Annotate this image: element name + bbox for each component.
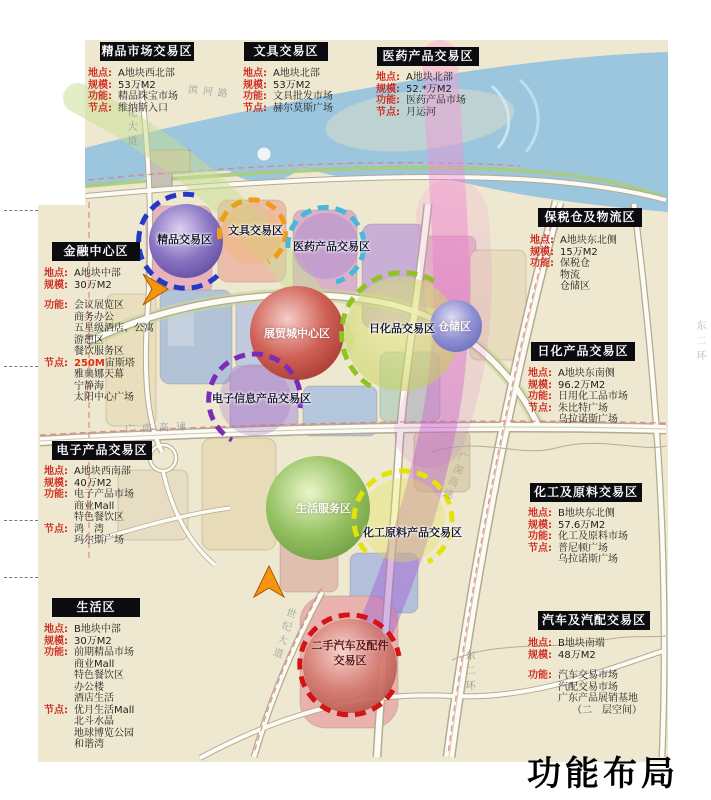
field-label: 节点: — [44, 704, 68, 716]
field-value: 仓储区 — [560, 281, 590, 292]
zone-label-auto-line2: 交易区 — [333, 654, 367, 667]
field-value: 日用化工品市场 — [558, 391, 628, 402]
field-value: 游憩区 — [74, 334, 104, 346]
field-value: A地块东南侧 — [558, 368, 615, 379]
field-value: 化工及原料市场 — [558, 531, 628, 542]
field-label: 功能: — [528, 531, 552, 542]
field-value: B地块南端 — [558, 638, 605, 649]
field-value: 酒店生活 — [74, 693, 114, 704]
field-label: 节点: — [528, 542, 552, 554]
field-label: 地点: — [88, 68, 112, 79]
anno-body-boutique — [88, 68, 178, 114]
field-value: 文具批发市场 — [273, 91, 333, 102]
field-label: 规模: — [376, 83, 400, 95]
anno-title-boutique: 精品市场交易区 — [100, 42, 194, 61]
field-value: 和谐湾 — [74, 739, 104, 750]
field-value: 电子产品市场 — [74, 489, 134, 500]
field-label: 地点: — [44, 466, 68, 477]
zone-label-warehouse: 仓储区 — [438, 320, 471, 333]
road-label-guangnan: 广南高速 — [124, 421, 194, 436]
field-value: 前期精品市场 — [74, 647, 134, 658]
field-label: 规模: — [530, 246, 554, 258]
field-value: A地块东北侧 — [560, 235, 617, 246]
field-value: 53万M2 — [118, 79, 156, 91]
height-highlight: 250M — [74, 357, 105, 369]
field-value: 30万M2 — [74, 279, 112, 291]
field-label: 功能: — [376, 95, 400, 106]
anno-title-bonded: 保税仓及物流区 — [538, 208, 642, 227]
section-mark — [4, 366, 38, 367]
field-value: 鸿 湾 — [74, 523, 104, 535]
anno-body-bonded — [530, 235, 617, 293]
field-label: 规模: — [44, 477, 68, 489]
field-label: 功能: — [88, 91, 112, 102]
field-value: 保税仓 — [560, 258, 590, 269]
field-value: 特色餐饮区 — [74, 512, 124, 523]
field-label: 功能: — [530, 258, 554, 269]
field-label: 规模: — [528, 519, 552, 531]
field-value: 53万M2 — [273, 79, 311, 91]
field-label: 节点: — [88, 102, 112, 114]
zone-label-auto — [302, 638, 398, 668]
field-label: 地点: — [376, 72, 400, 83]
field-label: 节点: — [44, 357, 68, 369]
anno-title-auto: 汽车及汽配交易区 — [538, 611, 650, 630]
field-label: 功能: — [44, 489, 68, 500]
field-label: 地点: — [44, 268, 68, 279]
field-value: 优月生活Mall — [74, 704, 135, 716]
field-value: 商务办公 — [74, 311, 114, 323]
road-label-dongerhuan-east: 东二环 — [694, 320, 705, 365]
field-label: 规模: — [528, 379, 552, 391]
anno-body-chem-raw — [528, 508, 628, 566]
zone-label-daily-chem: 日化品交易区 — [369, 322, 435, 335]
anno-body-auto — [528, 638, 642, 716]
road-label-shiji: 世纪大道 — [268, 605, 297, 663]
anno-body-stationery — [243, 68, 333, 114]
anno-title-living: 生活区 — [52, 598, 140, 617]
anno-body-electronics — [44, 466, 134, 547]
zone-label-center: 展贸城中心区 — [264, 327, 330, 340]
field-value: 办公楼 — [74, 681, 104, 693]
field-label: 地点: — [44, 624, 68, 635]
field-label: 节点: — [376, 106, 400, 118]
road-label-guangshen: 广深高速 — [438, 449, 469, 503]
field-value: 雅典娜天幕 — [74, 369, 124, 380]
field-value: 52.*万M2 — [406, 83, 452, 95]
field-value: 玛尔斯广场 — [74, 535, 124, 546]
field-value — [74, 358, 135, 370]
field-value: 40万M2 — [74, 477, 112, 489]
road-label-huadadao: 化大道 — [125, 107, 136, 149]
zone-label-stationery: 文具交易区 — [228, 224, 283, 237]
field-value: 15万M2 — [560, 246, 598, 258]
anno-title-stationery: 文具交易区 — [244, 42, 328, 61]
section-mark — [4, 577, 38, 578]
field-value: 30万M2 — [74, 635, 112, 647]
zone-label-boutique: 精品交易区 — [157, 233, 212, 246]
field-value: A地块中部 — [74, 268, 121, 279]
field-value: 宁静海 — [74, 380, 104, 392]
field-value: 五星级酒店、公寓 — [74, 323, 154, 334]
field-value: A地块北部 — [273, 68, 320, 79]
field-label: 地点: — [528, 638, 552, 649]
field-value: 物流 — [560, 269, 580, 281]
field-value: 普尼顿广场 — [558, 542, 608, 554]
anno-title-chem-raw: 化工及原料交易区 — [530, 483, 642, 502]
field-value: 维纳斯入口 — [118, 102, 168, 114]
anno-title-finance: 金融中心区 — [52, 242, 140, 261]
field-value: 96.2万M2 — [558, 379, 606, 391]
field-label: 节点: — [44, 523, 68, 535]
zone-label-auto-line1: 二手汽车及配件 — [311, 639, 389, 652]
field-label: 功能: — [528, 391, 552, 402]
field-value: （二 层空间） — [572, 704, 642, 716]
zone-label-chem-raw: 化工原料产品交易区 — [363, 526, 462, 539]
anno-title-electronics: 电子产品交易区 — [52, 441, 152, 460]
anno-body-daily-chem — [528, 368, 628, 426]
anno-body-finance — [44, 268, 154, 404]
field-label: 规模: — [528, 649, 552, 661]
field-value: 太阳中心广场 — [74, 392, 134, 403]
field-value: A地块北部 — [406, 72, 453, 83]
field-value: 乌拉诺斯广场 — [558, 414, 618, 425]
field-label: 功能: — [243, 91, 267, 102]
anno-title-daily-chem: 日化产品交易区 — [531, 342, 635, 361]
field-value: 48万M2 — [558, 649, 596, 661]
zone-label-living: 生活服务区 — [296, 502, 351, 515]
field-value: A地块西南部 — [74, 466, 131, 477]
zone-label-electronics: 电子信息产品交易区 — [212, 392, 311, 405]
road-label-binhe: 滨河路 — [187, 84, 234, 101]
zone-label-pharma: 医药产品交易区 — [293, 240, 370, 253]
field-label: 地点: — [530, 235, 554, 246]
field-value: B地块东北侧 — [558, 508, 615, 519]
field-value: B地块中部 — [74, 624, 121, 635]
field-value: 地球博览公园 — [74, 727, 134, 739]
anno-body-living — [44, 624, 134, 751]
section-mark — [4, 520, 38, 521]
field-label: 地点: — [528, 508, 552, 519]
field-value: 汽车交易市场 — [558, 670, 618, 681]
field-label: 功能: — [44, 300, 68, 311]
field-label: 规模: — [243, 79, 267, 91]
field-value: 宙斯塔 — [104, 357, 135, 369]
field-value: 北斗水晶 — [74, 716, 114, 727]
field-value: 会议展览区 — [74, 300, 124, 311]
field-value: 朱比特广场 — [558, 402, 608, 414]
field-value: 乌拉诺斯广场 — [558, 554, 618, 565]
field-label: 节点: — [243, 102, 267, 114]
field-label: 功能: — [528, 670, 552, 681]
field-value: 医药产品市场 — [406, 95, 466, 106]
field-label: 规模: — [44, 635, 68, 647]
section-mark — [4, 210, 38, 211]
field-value: 商业Mall — [74, 658, 115, 670]
field-value: 特色餐饮区 — [74, 670, 124, 681]
field-label: 规模: — [44, 279, 68, 291]
road-label-dongerhuan: 东二环 — [463, 650, 474, 695]
field-value: 商业Mall — [74, 500, 115, 512]
field-value: 赫尔莫斯广场 — [273, 102, 333, 114]
field-value: 广东产品展销基地 — [558, 693, 638, 704]
page-title: 功能布局 — [527, 754, 679, 794]
field-label: 功能: — [44, 647, 68, 658]
field-value: 餐饮服务区 — [74, 346, 124, 357]
field-label: 规模: — [88, 79, 112, 91]
field-label: 地点: — [528, 368, 552, 379]
anno-body-pharma — [376, 72, 466, 118]
field-label: 节点: — [528, 402, 552, 414]
field-value: 汽配交易市场 — [558, 681, 618, 693]
anno-title-pharma: 医药产品交易区 — [377, 47, 479, 66]
field-label: 地点: — [243, 68, 267, 79]
field-value: 57.6万M2 — [558, 519, 606, 531]
field-value: 月运河 — [406, 106, 436, 118]
field-value: A地块西北部 — [118, 68, 175, 79]
field-value: 精品珠宝市场 — [118, 91, 178, 102]
